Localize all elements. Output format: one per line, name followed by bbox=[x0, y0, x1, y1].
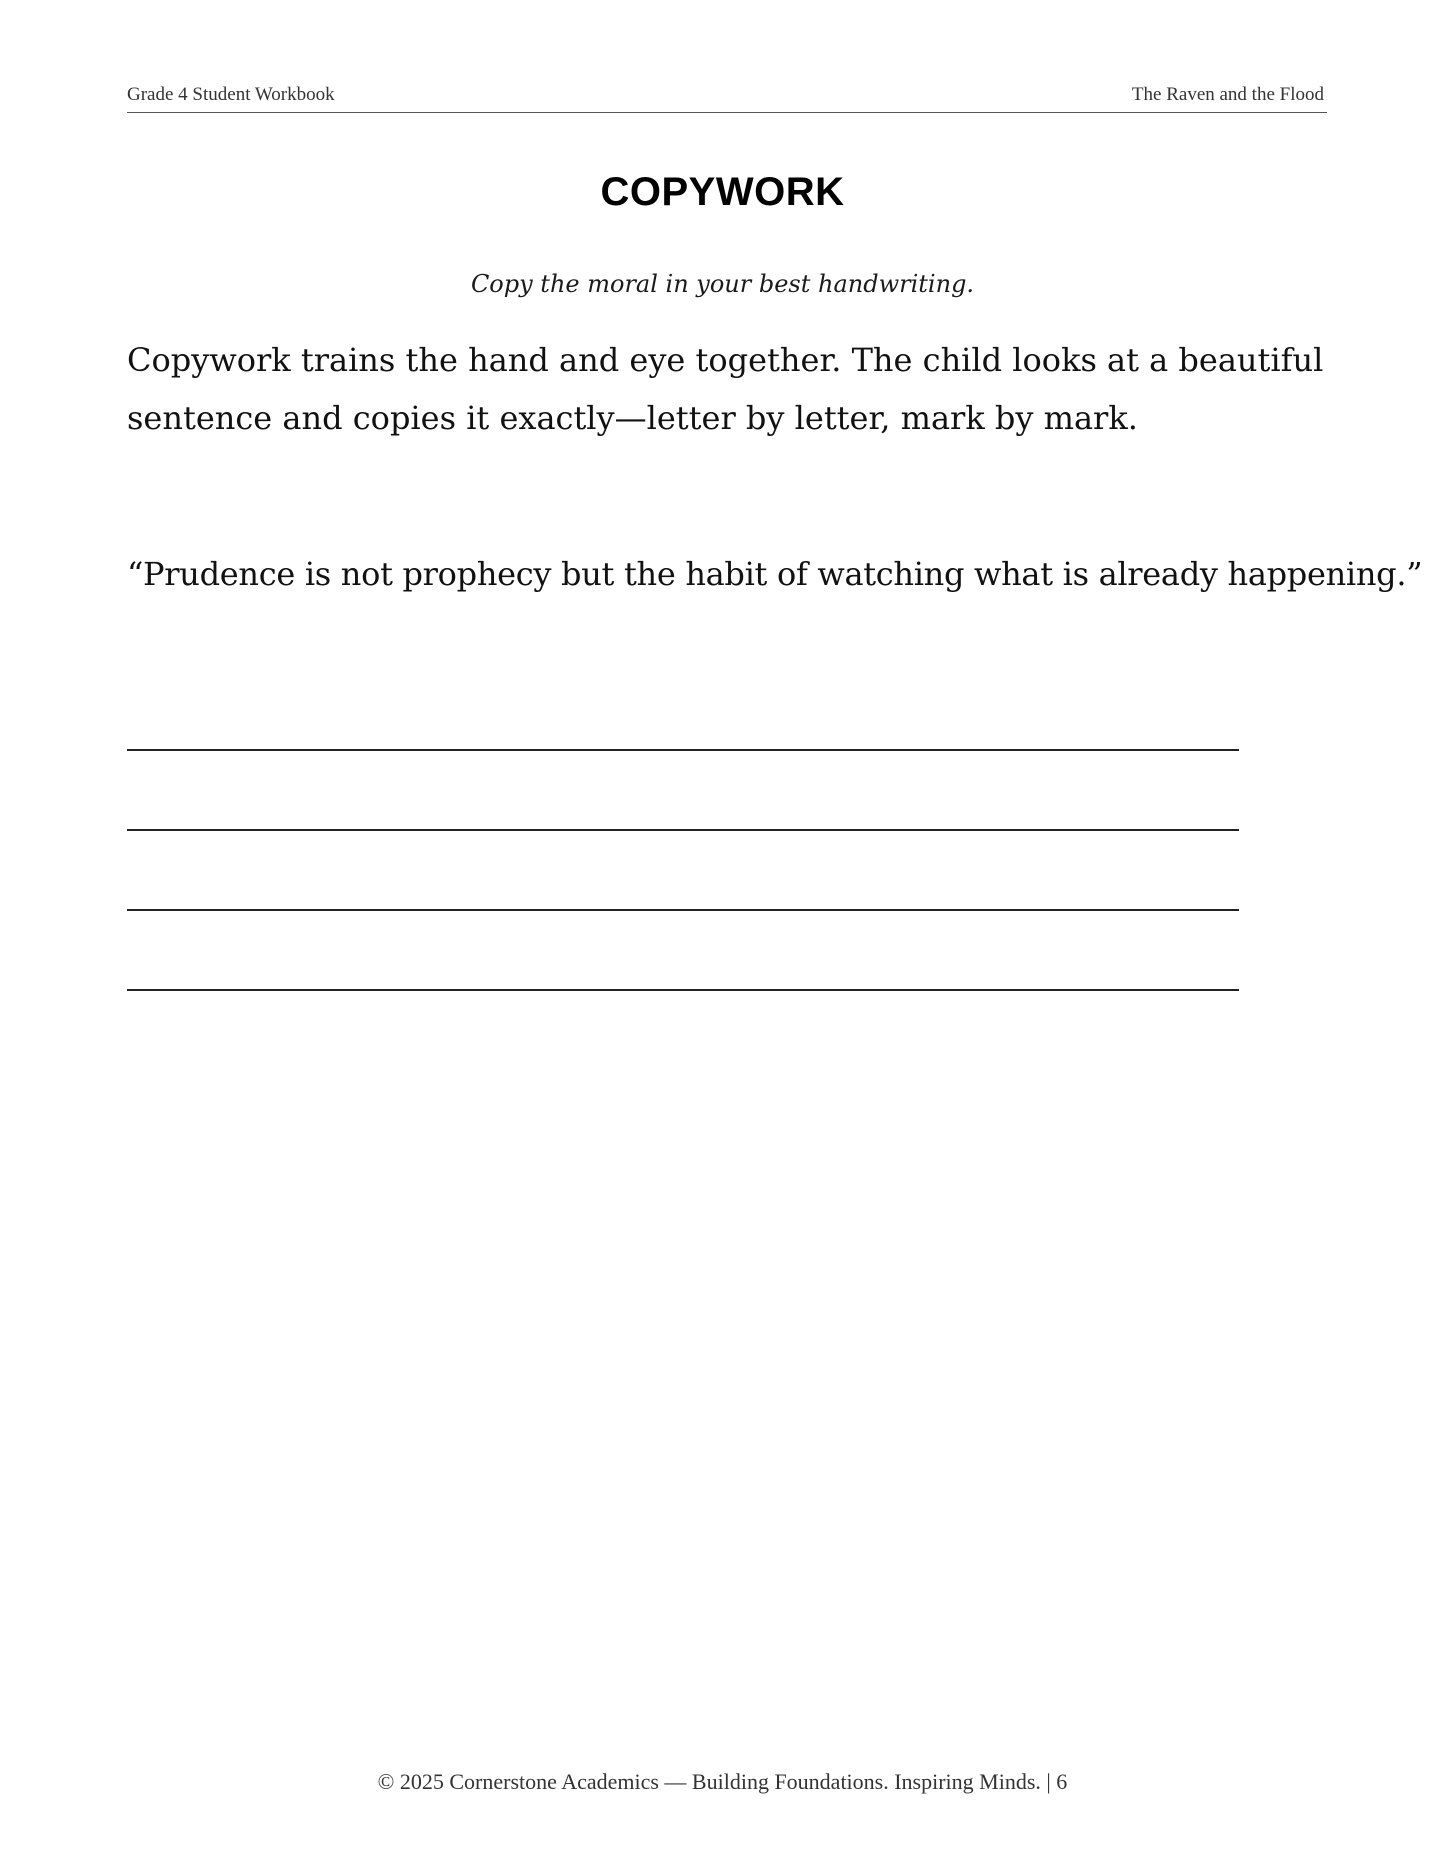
moral-quote: “Prudence is not prophecy but the habit of watching what is already happening.” bbox=[127, 555, 1423, 593]
writing-line[interactable] bbox=[127, 989, 1239, 991]
header-workbook-title: Grade 4 Student Workbook bbox=[127, 84, 335, 105]
header-story-title: The Raven and the Flood bbox=[1131, 84, 1324, 105]
page-header bbox=[127, 80, 1327, 113]
intro-paragraph: Copywork trains the hand and eye together. The child looks at a beautiful sentence and copies it exactly—letter by letter, mark by mark. bbox=[127, 341, 1324, 437]
writing-line[interactable] bbox=[127, 909, 1239, 911]
page-footer: © 2025 Cornerstone Academics — Building Foundations. Inspiring Minds. | 6 bbox=[377, 1769, 1068, 1794]
writing-line[interactable] bbox=[127, 749, 1239, 751]
page-title: COPYWORK bbox=[600, 170, 845, 214]
instruction-text: Copy the moral in your best handwriting. bbox=[470, 270, 975, 298]
writing-line[interactable] bbox=[127, 829, 1239, 831]
